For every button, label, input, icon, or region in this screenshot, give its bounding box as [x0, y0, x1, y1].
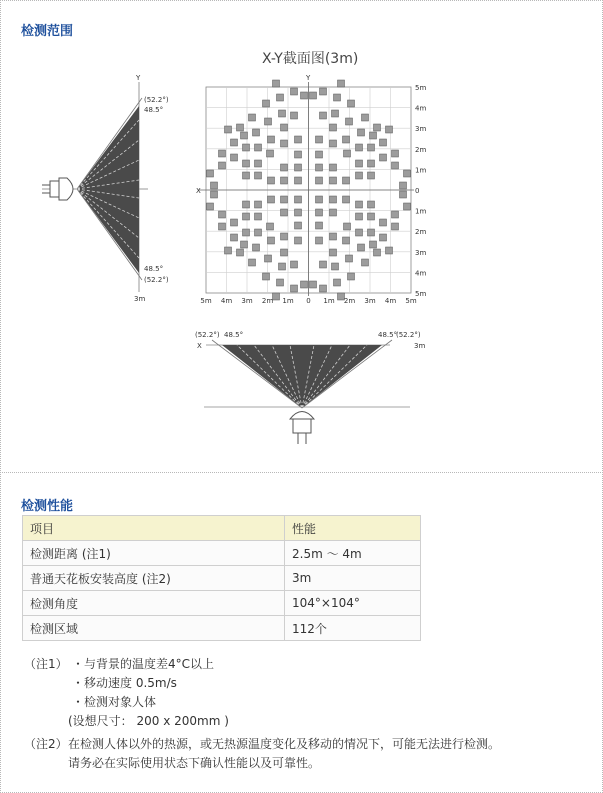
detection-zone-cell — [281, 196, 288, 203]
detection-zone-cell — [316, 164, 323, 171]
table-row — [23, 591, 421, 616]
detection-zone-cell — [301, 92, 308, 99]
detection-zone-cell — [404, 203, 411, 210]
detection-zone-cell — [316, 177, 323, 184]
top-angle-outer-left: (52.2°) — [195, 331, 220, 339]
table-row — [23, 566, 421, 591]
detection-zone-cell — [267, 223, 274, 230]
table-header-item: 项目 — [23, 516, 285, 541]
detection-zone-cell — [291, 261, 298, 268]
detection-zone-cell — [211, 182, 218, 189]
detection-zone-cell — [281, 249, 288, 256]
detection-zone-cell — [374, 249, 381, 256]
detection-zone-cell — [400, 182, 407, 189]
detection-zone-cell — [316, 222, 323, 229]
detection-zone-cell — [281, 140, 288, 147]
bottom-tick-label: 4m — [220, 297, 233, 305]
detection-zone-cell — [330, 196, 337, 203]
detection-zone-cell — [249, 259, 256, 266]
right-tick-label: 1m — [415, 166, 427, 175]
right-tick-label: 3m — [415, 248, 427, 257]
detection-zone-cell — [370, 132, 377, 139]
note1-line: ・检测对象人体 — [72, 695, 157, 709]
detection-zone-cell — [316, 196, 323, 203]
right-tick-label: 1m — [415, 207, 427, 216]
bottom-tick-label: 5m — [200, 297, 212, 305]
diagram-title: X-Y截面图(3m) — [262, 51, 359, 67]
spec-table — [22, 515, 421, 641]
right-tick-label: 2m — [415, 145, 427, 154]
detection-zone-cell — [291, 88, 298, 95]
detection-zone-cell — [263, 100, 270, 107]
table-header-row — [23, 516, 421, 541]
detection-zone-cell — [243, 172, 250, 179]
detection-zone-cell — [392, 211, 399, 218]
detection-zone-cell — [346, 255, 353, 262]
detection-zone-cell — [219, 150, 226, 157]
detection-zone-cell — [330, 164, 337, 171]
right-tick-label: 4m — [415, 269, 427, 278]
detection-zone-cell — [277, 279, 284, 286]
right-tick-label: 5m — [415, 290, 427, 298]
detection-zone-cell — [241, 132, 248, 139]
side-angle-inner-bottom: 48.5° — [144, 265, 164, 273]
detection-zone-cell — [404, 170, 411, 177]
detection-zone-cell — [231, 234, 238, 241]
table-cell-item: 检测区域 — [23, 616, 285, 641]
detection-zone-cell — [400, 191, 407, 198]
bottom-tick-label: 2m — [343, 297, 356, 305]
detection-zone-cell — [362, 259, 369, 266]
top-angle-outer-right: (52.2°) — [396, 331, 421, 339]
detection-zone-cell — [320, 112, 327, 119]
sensor-icon — [290, 412, 314, 420]
note1-setting: (设想尺寸： 200 x 200mm ) — [68, 714, 229, 728]
section-divider — [0, 472, 603, 473]
detection-zone-cell — [253, 244, 260, 251]
detection-zone-cell — [265, 255, 272, 262]
detection-zone-cell — [219, 162, 226, 169]
detection-zone-cell — [295, 151, 302, 158]
detection-zone-cell — [231, 154, 238, 161]
detection-zone-cell — [368, 201, 375, 208]
detection-zone-cell — [291, 112, 298, 119]
detection-zone-cell — [255, 201, 262, 208]
detection-zone-cell — [277, 94, 284, 101]
bottom-tick-label: 0 — [306, 297, 311, 305]
detection-zone-cell — [320, 285, 327, 292]
detection-zone-cell — [332, 110, 339, 117]
detection-zone-cell — [281, 124, 288, 131]
detection-zone-cell — [255, 213, 262, 220]
detection-zone-cell — [237, 249, 244, 256]
detection-zone-cell — [295, 136, 302, 143]
detection-zone-cell — [380, 139, 387, 146]
top-x-label: X — [197, 342, 202, 350]
detection-zone-cell — [368, 172, 375, 179]
top-angle-inner-right: 48.5° — [378, 331, 398, 339]
detection-zone-cell — [368, 160, 375, 167]
detection-zone-cell — [370, 241, 377, 248]
detection-zone-cell — [330, 124, 337, 131]
bottom-tick-label: 1m — [282, 297, 294, 305]
right-tick-label: 3m — [415, 125, 427, 134]
detection-zone-cell — [392, 162, 399, 169]
detection-zone-cell — [263, 273, 270, 280]
detection-zone-cell — [268, 177, 275, 184]
bottom-tick-label: 5m — [405, 297, 417, 305]
detection-zone-cell — [219, 223, 226, 230]
xy-grid-diagram — [196, 72, 436, 308]
detection-zone-cell — [380, 219, 387, 226]
bottom-tick-label: 3m — [241, 297, 253, 305]
detection-zone-cell — [356, 213, 363, 220]
table-cell-item: 检测距离 (注1) — [23, 541, 285, 566]
detection-zone-cell — [362, 114, 369, 121]
detection-zone-cell — [343, 136, 350, 143]
side-view-diagram — [30, 70, 180, 310]
right-tick-label: 5m — [415, 84, 427, 92]
sensor-icon — [59, 178, 73, 200]
table-cell-item: 普通天花板安装高度 (注2) — [23, 566, 285, 591]
table-cell-item: 检测角度 — [23, 591, 285, 616]
note2-line: 请务必在实际使用状态下确认性能以及可靠性。 — [68, 756, 321, 770]
grid-x-label: X — [196, 187, 201, 195]
detection-zone-cell — [219, 211, 226, 218]
detection-zone-cell — [320, 88, 327, 95]
detection-zone-cell — [273, 80, 280, 87]
bottom-tick-label: 2m — [261, 297, 274, 305]
detection-zone-cell — [255, 172, 262, 179]
detection-zone-cell — [346, 118, 353, 125]
detection-zone-cell — [295, 196, 302, 203]
detection-zone-cell — [356, 144, 363, 151]
detection-zone-cell — [386, 126, 393, 133]
detection-zone-cell — [241, 241, 248, 248]
detection-zone-cell — [243, 229, 250, 236]
note1-line: ・与背景的温度差4°C以上 — [72, 657, 215, 671]
bottom-tick-label: 3m — [364, 297, 376, 305]
detection-zone-cell — [273, 293, 280, 300]
detection-zone-cell — [295, 209, 302, 216]
detection-zone-cell — [291, 285, 298, 292]
detection-zone-cell — [316, 136, 323, 143]
detection-zone-cell — [279, 110, 286, 117]
detection-zone-cell — [343, 196, 350, 203]
detection-zone-cell — [295, 164, 302, 171]
detection-zone-cell — [338, 80, 345, 87]
top-angle-inner-left: 48.5° — [224, 331, 244, 339]
detection-zone-cell — [358, 244, 365, 251]
detection-zone-cell — [279, 263, 286, 270]
detection-zone-cell — [243, 160, 250, 167]
side-angle-outer-top: (52.2°) — [144, 96, 169, 104]
note2-label: （注2） — [24, 737, 68, 751]
detection-zone-cell — [330, 209, 337, 216]
grid-y-label: Y — [306, 74, 311, 82]
detection-zone-cell — [368, 229, 375, 236]
detection-zone-cell — [255, 160, 262, 167]
detection-zone-cell — [281, 209, 288, 216]
detection-zone-cell — [386, 247, 393, 254]
detection-zone-cell — [368, 213, 375, 220]
detection-zone-cell — [243, 144, 250, 151]
detection-zone-cell — [268, 136, 275, 143]
detection-zone-cell — [265, 118, 272, 125]
right-tick-label: 4m — [415, 104, 427, 113]
detection-zone-cell — [316, 151, 323, 158]
table-row — [23, 616, 421, 641]
detection-zone-cell — [334, 279, 341, 286]
side-distance-label: 3m — [134, 295, 146, 303]
detection-zone-cell — [207, 170, 214, 177]
detection-zone-cell — [207, 203, 214, 210]
table-cell-value: 2.5m ～ 4m — [285, 541, 421, 566]
detection-zone-cell — [344, 223, 351, 230]
detection-zone-cell — [267, 150, 274, 157]
table-cell-value: 104°×104° — [285, 591, 421, 616]
detection-zone-cell — [392, 150, 399, 157]
detection-zone-cell — [243, 213, 250, 220]
bottom-tick-label: 4m — [384, 297, 397, 305]
note1-label: （注1） — [24, 657, 68, 671]
bottom-tick-label: 1m — [323, 297, 335, 305]
detection-zone-cell — [368, 144, 375, 151]
detection-zone-cell — [268, 237, 275, 244]
note1-line: ・移动速度 0.5m/s — [72, 676, 177, 690]
note2-line: 在检测人体以外的热源，或无热源温度变化及移动的情况下，可能无法进行检测。 — [68, 737, 501, 751]
detection-zone-cell — [295, 237, 302, 244]
detection-zone-cell — [320, 261, 327, 268]
detection-zone-cell — [343, 237, 350, 244]
table-cell-value: 3m — [285, 566, 421, 591]
detection-zone-cell — [334, 94, 341, 101]
detection-zone-cell — [374, 124, 381, 131]
detection-zone-cell — [243, 201, 250, 208]
table-header-performance: 性能 — [285, 516, 421, 541]
table-cell-value: 112个 — [285, 616, 421, 641]
detection-zone-cell — [281, 233, 288, 240]
top-view-diagram — [192, 326, 432, 458]
side-angle-outer-bottom: (52.2°) — [144, 276, 169, 284]
detection-zone-cell — [268, 196, 275, 203]
detection-zone-cell — [380, 234, 387, 241]
top-distance-label: 3m — [414, 342, 426, 350]
detection-zone-cell — [249, 114, 256, 121]
detection-zone-cell — [255, 229, 262, 236]
detection-zone-cell — [231, 139, 238, 146]
detection-zone-cell — [330, 233, 337, 240]
section-title-performance: 检测性能 — [21, 499, 74, 514]
detection-zone-cell — [310, 281, 317, 288]
detection-zone-cell — [330, 249, 337, 256]
side-angle-inner-top: 48.5° — [144, 106, 164, 114]
detection-zone-cell — [316, 209, 323, 216]
detection-zone-cell — [231, 219, 238, 226]
detection-zone-cell — [356, 160, 363, 167]
detection-zone-cell — [255, 144, 262, 151]
detection-zone-cell — [295, 177, 302, 184]
detection-zone-cell — [237, 124, 244, 131]
right-tick-label: 0 — [415, 187, 420, 195]
detection-zone-cell — [344, 150, 351, 157]
detection-zone-cell — [225, 126, 232, 133]
detection-zone-cell — [295, 222, 302, 229]
detection-zone-cell — [225, 247, 232, 254]
detection-zone-cell — [356, 201, 363, 208]
detection-zone-cell — [281, 177, 288, 184]
right-tick-label: 2m — [415, 228, 427, 237]
detection-zone-cell — [356, 172, 363, 179]
detection-zone-cell — [348, 273, 355, 280]
detection-zone-cell — [392, 223, 399, 230]
detection-zone-cell — [330, 177, 337, 184]
detection-zone-cell — [211, 191, 218, 198]
detection-zone-cell — [343, 177, 350, 184]
detection-zone-cell — [330, 140, 337, 147]
detection-zone-cell — [348, 100, 355, 107]
detection-zone-cell — [380, 154, 387, 161]
detection-zone-cell — [358, 129, 365, 136]
detection-zone-cell — [332, 263, 339, 270]
table-row — [23, 541, 421, 566]
detection-zone-cell — [301, 281, 308, 288]
section-title-range: 检测范围 — [21, 24, 74, 39]
detection-zone-cell — [310, 92, 317, 99]
detection-zone-cell — [253, 129, 260, 136]
side-y-label: Y — [136, 74, 141, 82]
detection-zone-cell — [316, 237, 323, 244]
detection-zone-cell — [281, 164, 288, 171]
detection-zone-cell — [356, 229, 363, 236]
